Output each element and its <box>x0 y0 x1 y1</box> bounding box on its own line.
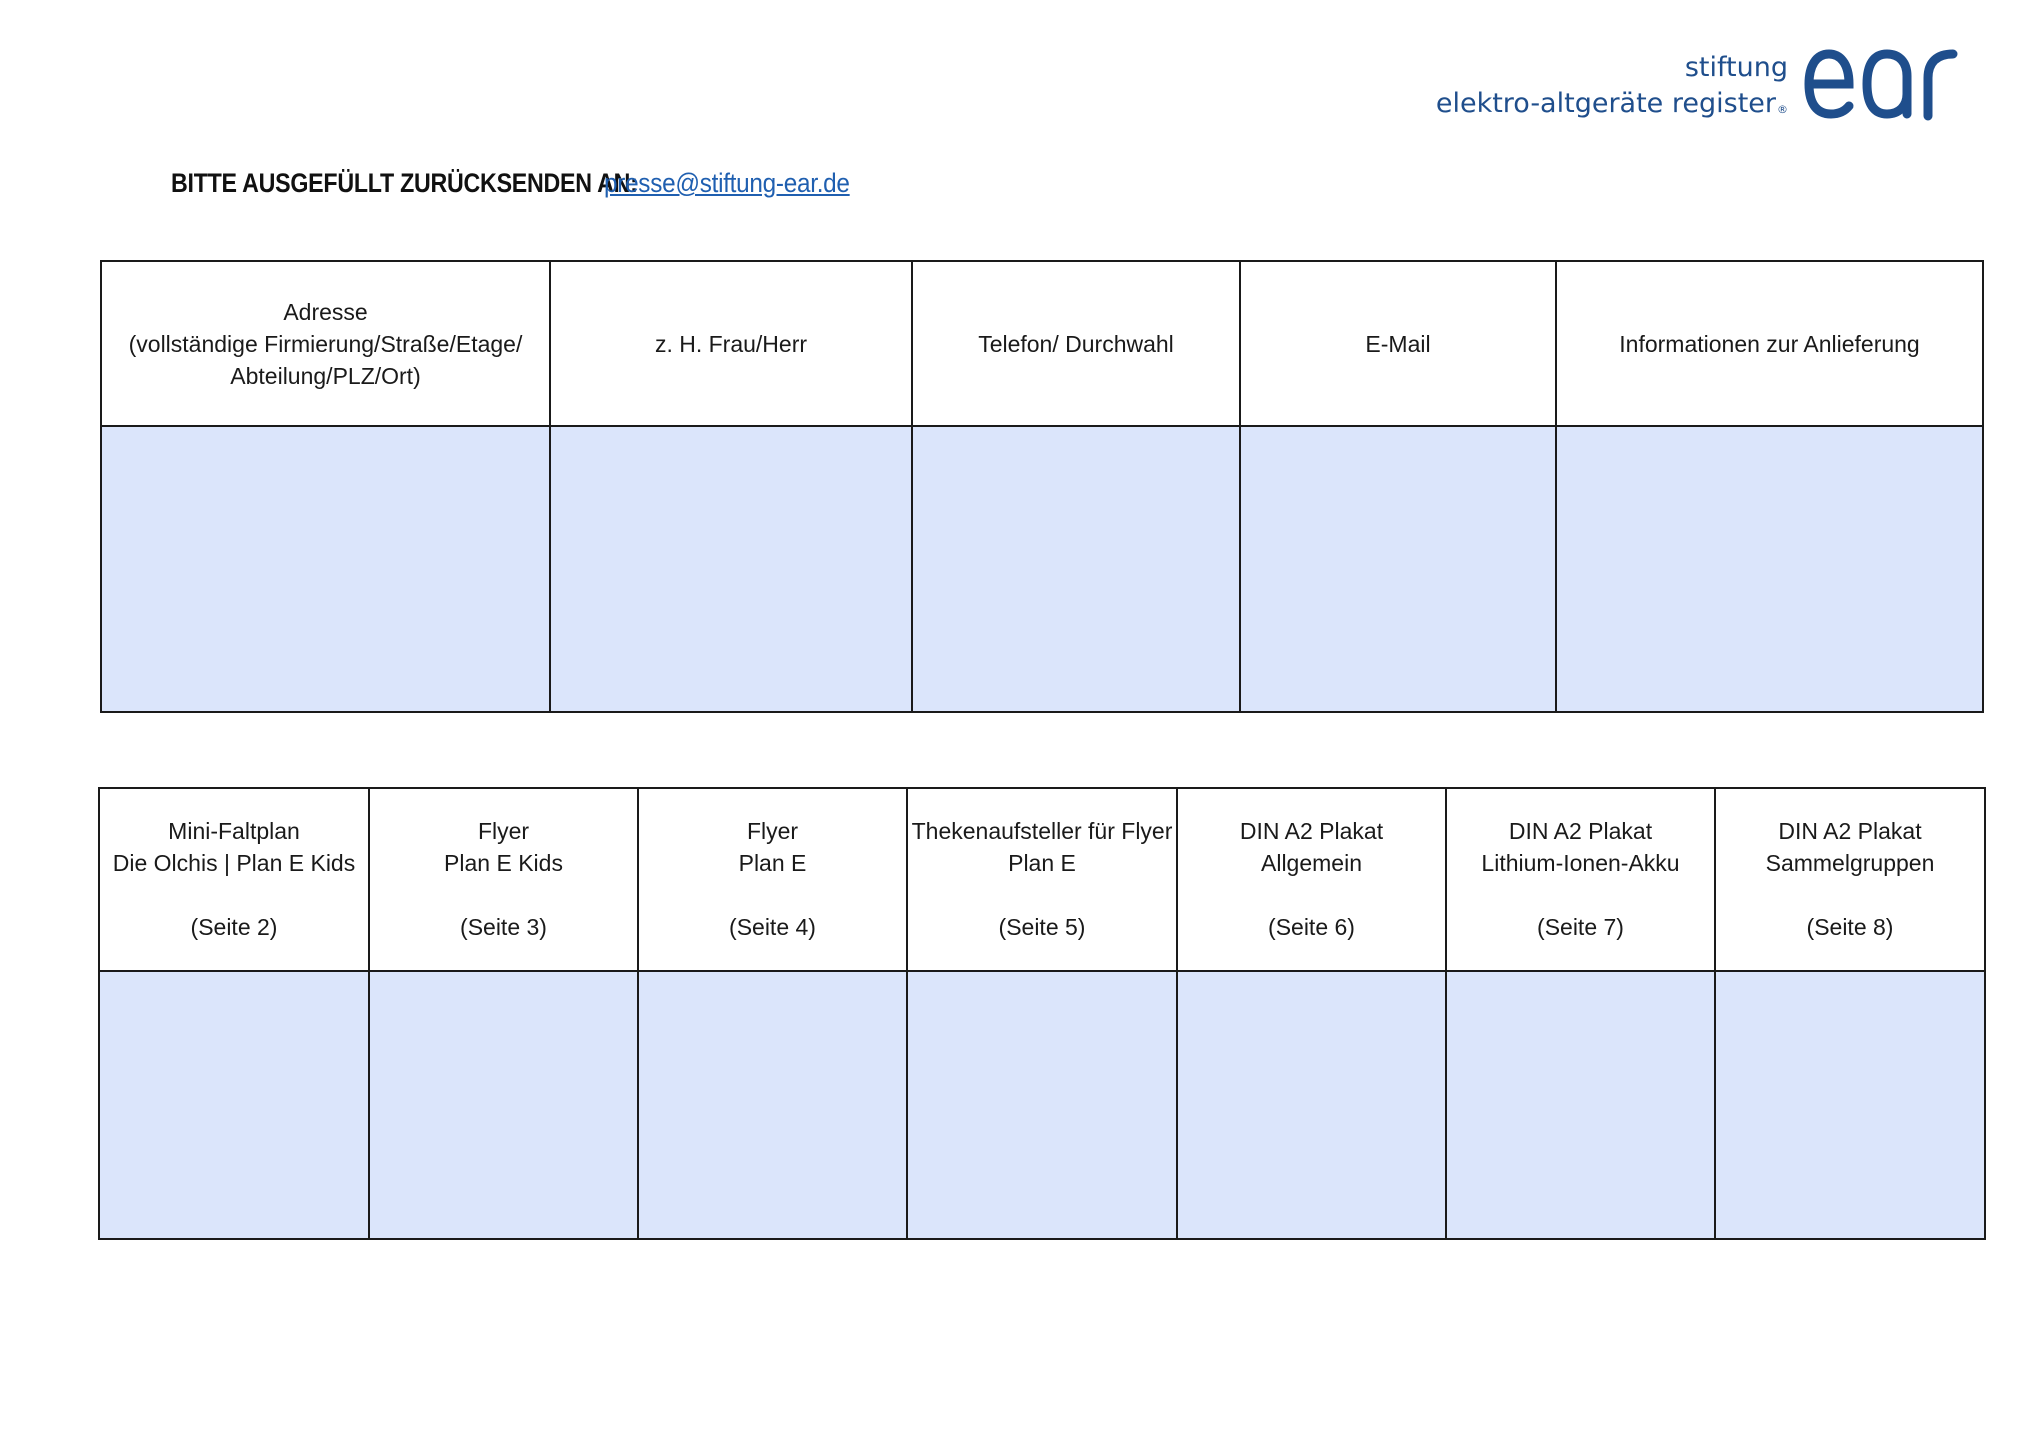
logo-line-register <box>1436 86 1788 122</box>
header-mini-faltplan-label: Mini-Faltplan Die Olchis | Plan E Kids (Seite 2) <box>112 818 356 940</box>
quantity-plakat-sammelgruppen-field[interactable] <box>1715 971 1985 1239</box>
header-flyer-plan-e-kids-label: Flyer Plan E Kids (Seite 3) <box>444 818 563 940</box>
header-plakat-allgemein-label: DIN A2 Plakat Allgemein (Seite 6) <box>1239 818 1384 940</box>
quantity-mini-faltplan-field[interactable] <box>99 971 369 1239</box>
header-plakat-sammelgruppen-label: DIN A2 Plakat Sammelgruppen (Seite 8) <box>1765 818 1935 940</box>
logo-line-register-text: elektro-altgeräte register <box>1435 88 1776 119</box>
registered-mark: ® <box>1777 103 1788 116</box>
header-attention <box>550 261 912 426</box>
header-phone <box>912 261 1240 426</box>
header-address <box>101 261 550 426</box>
header-attention-label: z. H. Frau/Herr <box>654 330 808 357</box>
quantity-plakat-allgemein-field[interactable] <box>1177 971 1446 1239</box>
return-instruction-label: BITTE AUSGEFÜLLT ZURÜCKSENDEN AN: <box>171 168 638 198</box>
attention-field[interactable] <box>550 426 912 712</box>
header-thekenaufsteller-label: Thekenaufsteller für Flyer Plan E (Seite 5) <box>911 818 1173 940</box>
order-header-row <box>99 788 1985 971</box>
delivery-info-field[interactable] <box>1556 426 1983 712</box>
header-phone-label: Telefon/ Durchwahl <box>978 330 1174 357</box>
header-mini-faltplan <box>99 788 369 971</box>
header-address-label: Adresse (vollständige Firmierung/Straße/Etage/ Abteilung/PLZ/Ort) <box>128 298 523 389</box>
header-email-label: E-Mail <box>1365 330 1431 357</box>
quantity-plakat-lithium-field[interactable] <box>1446 971 1715 1239</box>
header-delivery-info <box>1556 261 1983 426</box>
quantity-flyer-plan-e-field[interactable] <box>638 971 907 1239</box>
email-link[interactable]: presse@stiftung-ear.de <box>604 168 850 198</box>
return-instruction <box>171 168 850 199</box>
header-flyer-plan-e <box>638 788 907 971</box>
quantity-flyer-plan-e-kids-field[interactable] <box>369 971 638 1239</box>
logo <box>1435 44 1960 124</box>
order-table <box>98 787 1986 1240</box>
header-plakat-lithium-label: DIN A2 Plakat Lithium-Ionen-Akku (Seite 7) <box>1481 818 1680 940</box>
logo-line-stiftung: stiftung <box>1684 52 1788 83</box>
header-email <box>1240 261 1556 426</box>
order-fill-row <box>99 971 1985 1239</box>
ear-logo-mark <box>1795 44 1960 124</box>
header-flyer-plan-e-label: Flyer Plan E (Seite 4) <box>729 818 816 940</box>
header-plakat-allgemein <box>1177 788 1446 971</box>
header-delivery-info-label: Informationen zur Anlieferung <box>1619 330 1920 357</box>
address-field[interactable] <box>101 426 550 712</box>
header-plakat-sammelgruppen <box>1715 788 1985 971</box>
contact-header-row <box>101 261 1983 426</box>
contact-fill-row <box>101 426 1983 712</box>
quantity-thekenaufsteller-field[interactable] <box>907 971 1177 1239</box>
email-field[interactable] <box>1240 426 1556 712</box>
header-plakat-lithium <box>1446 788 1715 971</box>
phone-field[interactable] <box>912 426 1240 712</box>
header-flyer-plan-e-kids <box>369 788 638 971</box>
header-thekenaufsteller <box>907 788 1177 971</box>
contact-table <box>100 260 1984 713</box>
logo-text <box>1436 50 1788 122</box>
